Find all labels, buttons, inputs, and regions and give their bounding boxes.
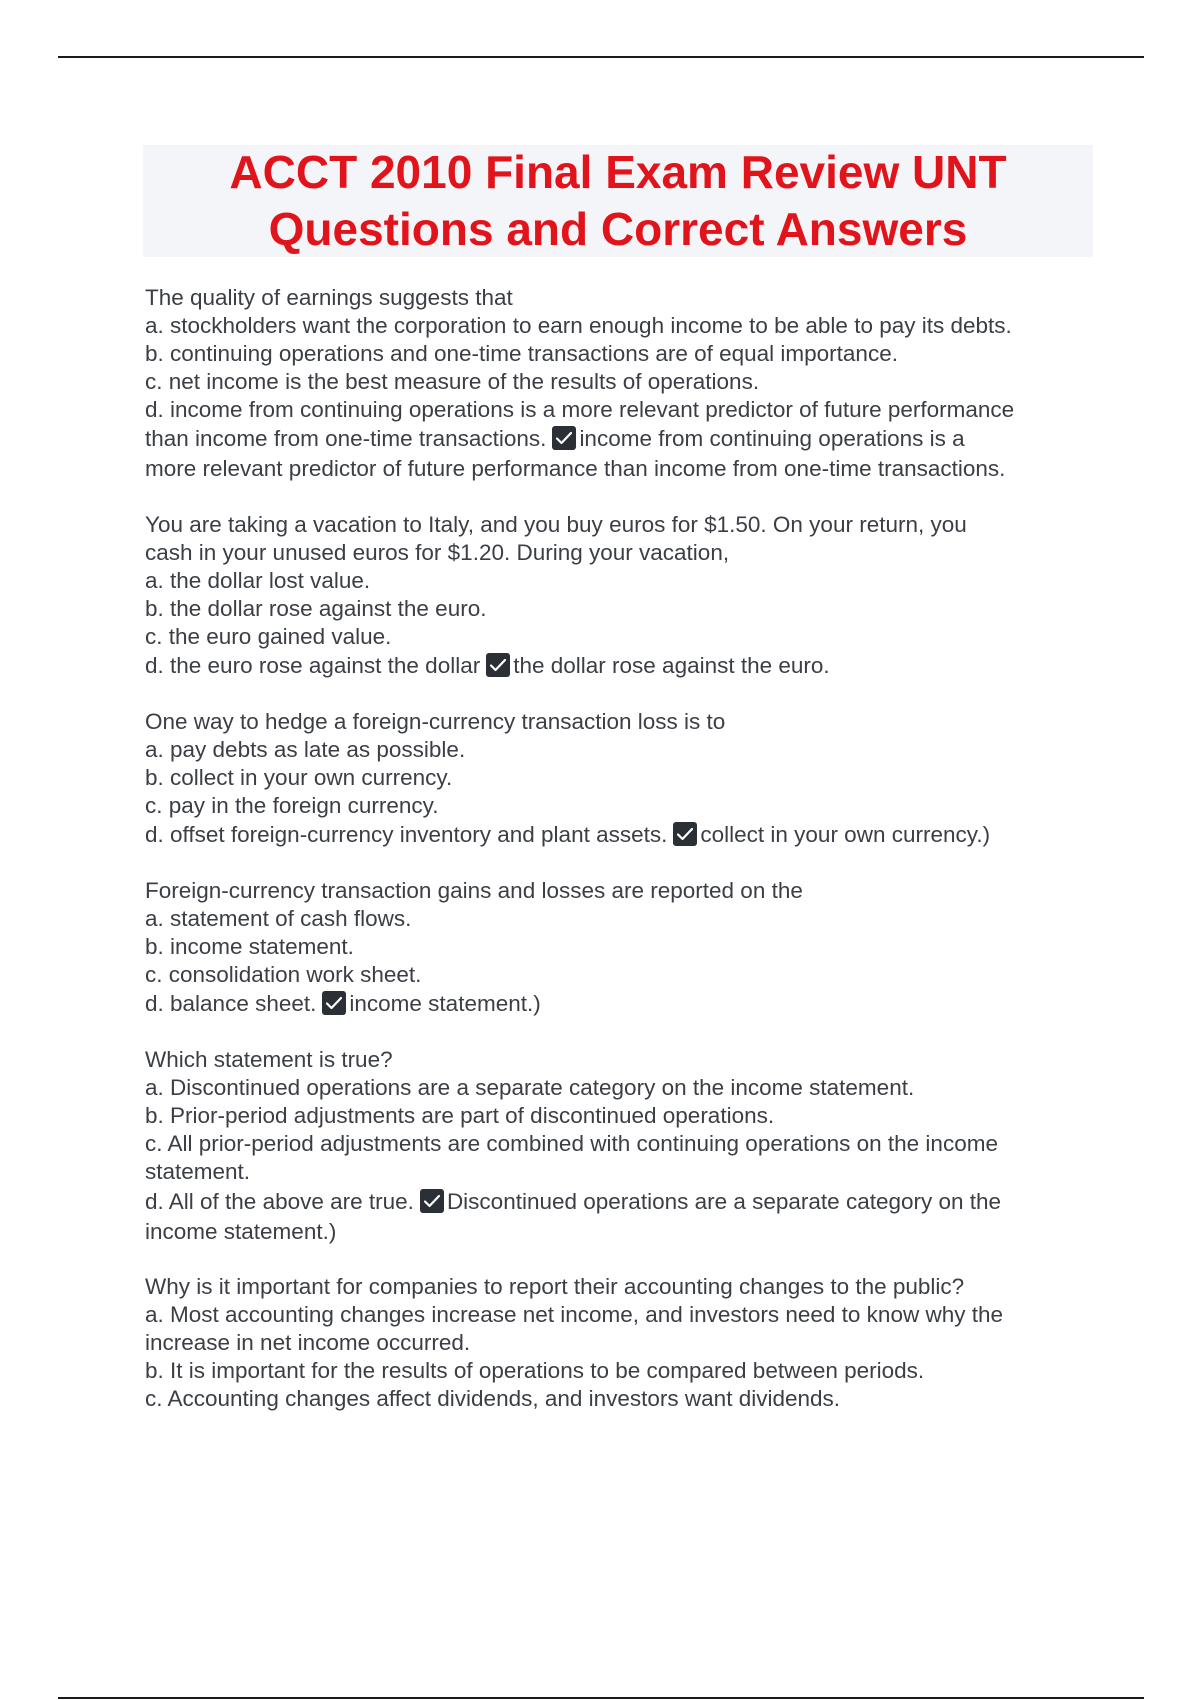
option-d: d. All of the above are true. Discontinued operations are a separate category on the [145, 1189, 1002, 1214]
option-d: d. income from continuing operations is a more relevant predictor of future performance [145, 397, 1015, 422]
option-b: b. collect in your own currency. [145, 765, 453, 790]
option-b: b. income statement. [145, 934, 354, 959]
option-a: a. statement of cash flows. [145, 906, 412, 931]
option-d: d. balance sheet. income statement.) [145, 991, 541, 1016]
option-a: a. Most accounting changes increase net income, and investors need to know why the [145, 1302, 1003, 1327]
option-a-continuation: increase in net income occurred. [145, 1330, 471, 1355]
question-5 [145, 1046, 1085, 1246]
question-3 [145, 708, 1085, 850]
checkmark-icon [552, 426, 576, 450]
question-1 [145, 284, 1085, 484]
question-prompt: The quality of earnings suggests that [145, 285, 513, 310]
option-c: c. All prior-period adjustments are combined with continuing operations on the income [145, 1131, 998, 1156]
checkmark-icon [673, 822, 697, 846]
option-a: a. Discontinued operations are a separate category on the income statement. [145, 1075, 915, 1100]
option-c-continuation: statement. [145, 1159, 251, 1184]
title-line-1: ACCT 2010 Final Exam Review UNT [229, 146, 1007, 198]
document-title [229, 144, 1006, 258]
correct-answer: income statement.) [349, 991, 541, 1016]
correct-answer-continuation: more relevant predictor of future performance than income from one-time transactions. [145, 456, 1006, 481]
question-2 [145, 511, 1085, 681]
checkmark-icon [420, 1189, 444, 1213]
question-prompt: Why is it important for companies to report their accounting changes to the public? [145, 1274, 965, 1299]
option-c: c. net income is the best measure of the results of operations. [145, 369, 760, 394]
option-b: b. continuing operations and one-time transactions are of equal importance. [145, 341, 898, 366]
correct-answer-continuation: income statement.) [145, 1219, 337, 1244]
question-4 [145, 877, 1085, 1019]
option-b: b. the dollar rose against the euro. [145, 596, 487, 621]
checkmark-icon [322, 991, 346, 1015]
option-b: b. It is important for the results of operations to be compared between periods. [145, 1358, 925, 1383]
correct-answer: Discontinued operations are a separate category on the [446, 1189, 1002, 1214]
checkmark-icon [486, 653, 510, 677]
option-c: c. Accounting changes affect dividends, and investors want dividends. [145, 1386, 841, 1411]
correct-answer: income from continuing operations is a [579, 426, 965, 451]
option-a: a. the dollar lost value. [145, 568, 371, 593]
option-d: d. offset foreign-currency inventory and plant assets. collect in your own currency.) [145, 822, 991, 847]
question-prompt: Foreign-currency transaction gains and losses are reported on the [145, 878, 803, 903]
title-banner [143, 145, 1093, 257]
question-6 [145, 1273, 1085, 1413]
question-prompt: You are taking a vacation to Italy, and you buy euros for $1.50. On your return, you [145, 512, 967, 537]
option-d-continuation: than income from one-time transactions. income from continuing operations is a [145, 426, 965, 451]
correct-answer: collect in your own currency.) [700, 822, 991, 847]
option-b: b. Prior-period adjustments are part of discontinued operations. [145, 1103, 775, 1128]
bottom-rule [58, 1697, 1144, 1699]
title-line-2: Questions and Correct Answers [268, 203, 968, 255]
option-d: d. the euro rose against the dollar the dollar rose against the euro. [145, 653, 830, 678]
question-prompt: Which statement is true? [145, 1047, 393, 1072]
option-a: a. pay debts as late as possible. [145, 737, 466, 762]
question-list [145, 284, 1085, 1440]
option-a: a. stockholders want the corporation to earn enough income to be able to pay its debts. [145, 313, 1012, 338]
option-c: c. pay in the foreign currency. [145, 793, 439, 818]
correct-answer: the dollar rose against the euro. [513, 653, 830, 678]
option-c: c. the euro gained value. [145, 624, 392, 649]
question-prompt-continuation: cash in your unused euros for $1.20. During your vacation, [145, 540, 730, 565]
top-rule [58, 56, 1144, 58]
option-c: c. consolidation work sheet. [145, 962, 422, 987]
question-prompt: One way to hedge a foreign-currency transaction loss is to [145, 709, 726, 734]
